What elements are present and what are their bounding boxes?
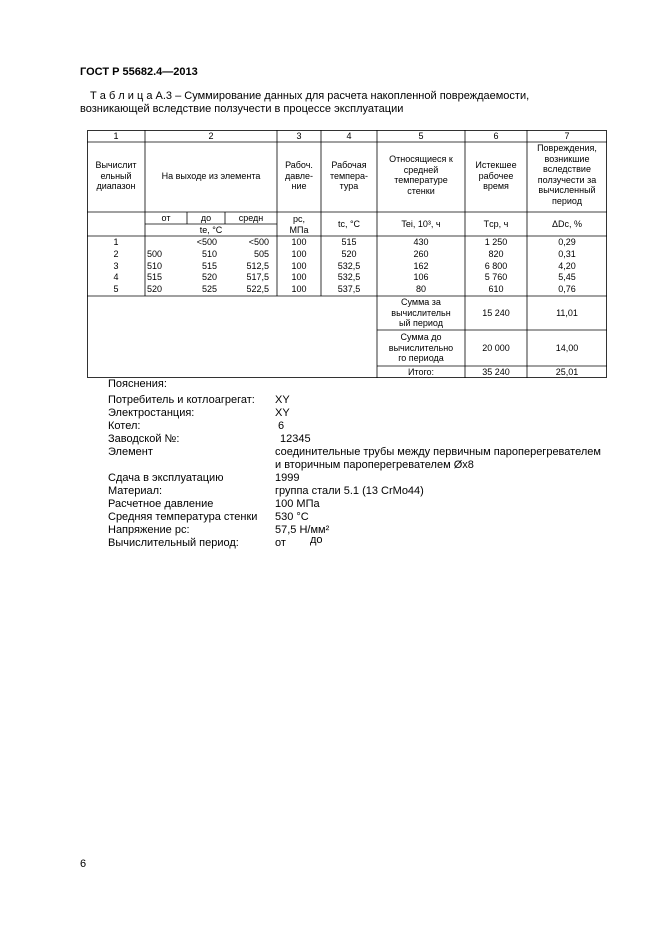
- note-value: 530 °С: [275, 511, 309, 523]
- note-label: Котел:: [108, 420, 141, 432]
- cell-p: 100: [291, 237, 307, 247]
- cell-tcp: 6 800: [484, 260, 508, 271]
- cell-ot: 515: [147, 272, 163, 283]
- note-label: Напряжение pc:: [108, 524, 190, 536]
- note-label: Сдача в эксплуатацию: [108, 472, 224, 484]
- sub-sredn: средн: [238, 213, 264, 223]
- note-value: группа стали 5.1 (13 CrMo44): [275, 485, 424, 497]
- notes-title: Пояснения:: [108, 378, 167, 390]
- cell-sr: <500: [248, 237, 269, 247]
- caption-line-1: Т а б л и ц а А.3 – Суммирование данных для расчета накопленной повреждаемости,: [90, 90, 530, 102]
- summary-label-before: Сумма до вычислительно го периода: [388, 332, 454, 363]
- note-value: XY: [275, 394, 290, 406]
- col-num-5: 5: [418, 131, 424, 141]
- summary-dd-period: 11,01: [556, 308, 578, 318]
- cell-tei: 260: [413, 248, 429, 259]
- cell-tcp: 1 250: [484, 237, 508, 247]
- header-damage: Повреждения, возникшие вследствие ползучести за вычисленный период: [537, 143, 597, 206]
- cell-n: 4: [113, 272, 119, 283]
- note-label: Расчетное давление: [108, 498, 214, 510]
- cell-sr: 517,5: [246, 272, 269, 283]
- header-pressure: Рабоч. давле- ние: [284, 160, 314, 191]
- col-num-3: 3: [296, 131, 302, 141]
- cell-sr: 512,5: [246, 260, 269, 271]
- note-value: 57,5 Н/мм²: [275, 524, 330, 536]
- col-num-1: 1: [113, 131, 119, 141]
- cell-p: 100: [291, 272, 307, 283]
- cell-do: 515: [201, 260, 217, 271]
- col-num-7: 7: [564, 131, 570, 141]
- header-outlet: На выходе из элемента: [161, 171, 261, 181]
- note-value-to: до: [310, 534, 323, 546]
- note-label: Электростанция:: [108, 407, 195, 419]
- header-wall-temp: Относящиеся к средней температуре стенки: [389, 154, 453, 196]
- note-value: 100 МПа: [275, 498, 320, 510]
- note-label: Материал:: [108, 485, 163, 497]
- cell-do: <500: [196, 237, 217, 247]
- cell-t: 532,5: [337, 260, 361, 271]
- cell-do: 510: [201, 248, 217, 259]
- cell-tcp: 5 760: [484, 272, 508, 283]
- cell-t: 532,5: [337, 272, 361, 283]
- cell-tei: 162: [413, 260, 429, 271]
- sub-tcp: Tср, ч: [483, 219, 509, 229]
- note-label: Заводской №:: [108, 433, 180, 445]
- note-value: от: [275, 537, 286, 549]
- header-temperature: Рабочая темпера- тура: [329, 160, 369, 191]
- cell-t: 537,5: [337, 284, 361, 295]
- summary-label-total: Итого:: [407, 367, 435, 377]
- note-value: 6: [278, 420, 285, 432]
- summary-dd-before: 14,00: [555, 343, 579, 353]
- damage-summation-table: [87, 130, 607, 378]
- cell-tei: 80: [415, 284, 426, 295]
- summary-label-period: Сумма за вычислительн ый период: [391, 297, 451, 328]
- cell-tei: 430: [413, 237, 429, 247]
- document-header: ГОСТ Р 55682.4—2013: [80, 66, 198, 78]
- cell-do: 520: [201, 272, 217, 283]
- note-value: соединительные трубы между первичным пароперегревателем: [275, 446, 601, 458]
- cell-p: 100: [291, 284, 307, 295]
- header-range: Вычислит ельный диапазон: [95, 160, 137, 191]
- cell-ot: 500: [147, 248, 163, 259]
- sub-do: до: [200, 213, 212, 223]
- cell-ot: 510: [147, 260, 163, 271]
- cell-dd: 0,76: [558, 284, 576, 295]
- sub-te: te, °C: [199, 225, 223, 235]
- table-caption: [80, 90, 595, 116]
- cell-n: 3: [113, 260, 119, 271]
- cell-tcp: 610: [488, 284, 504, 295]
- cell-sr: 522,5: [246, 284, 269, 295]
- sub-ddc: ΔDc, %: [551, 219, 582, 229]
- summary-dd-total: 25,01: [555, 367, 579, 377]
- cell-t: 515: [341, 237, 357, 247]
- note-value: XY: [275, 407, 290, 419]
- note-value: и вторичным пароперегревателем Øx8: [275, 459, 474, 471]
- note-label: Вычислительный период:: [108, 537, 239, 549]
- caption-line-2: возникающей вследствие ползучести в процессе эксплуатации: [80, 103, 404, 115]
- cell-dd: 4,20: [558, 260, 576, 271]
- sub-ot: от: [161, 213, 171, 223]
- col-num-6: 6: [493, 131, 499, 141]
- note-value: 1999: [275, 472, 300, 484]
- summary-tcp-before: 20 000: [482, 343, 510, 353]
- cell-dd: 5,45: [558, 272, 576, 283]
- header-elapsed-time: Истекшее рабочее время: [475, 160, 517, 191]
- cell-p: 100: [291, 248, 307, 259]
- sub-pc: pc, МПа: [289, 214, 309, 235]
- cell-tei: 106: [413, 272, 429, 283]
- sub-tc: tc, °C: [337, 219, 361, 229]
- cell-dd: 0,31: [558, 248, 576, 259]
- note-value: 12345: [280, 433, 311, 445]
- summary-tcp-total: 35 240: [482, 367, 510, 377]
- cell-sr: 505: [253, 248, 269, 259]
- col-num-2: 2: [208, 131, 214, 141]
- page-number: 6: [80, 858, 87, 870]
- sub-tei: Tei, 10³, ч: [401, 219, 441, 229]
- cell-n: 2: [113, 248, 119, 259]
- note-label: Потребитель и котлоагрегат:: [108, 394, 255, 406]
- note-label: Элемент: [108, 446, 153, 458]
- note-label: Средняя температура стенки: [108, 511, 258, 523]
- cell-dd: 0,29: [558, 237, 576, 247]
- cell-ot: 520: [147, 284, 163, 295]
- cell-p: 100: [291, 260, 307, 271]
- cell-do: 525: [201, 284, 217, 295]
- cell-n: 1: [113, 237, 119, 247]
- cell-n: 5: [113, 284, 119, 295]
- cell-t: 520: [341, 248, 357, 259]
- col-num-4: 4: [346, 131, 352, 141]
- summary-tcp-period: 15 240: [482, 308, 510, 318]
- cell-tcp: 820: [488, 248, 504, 259]
